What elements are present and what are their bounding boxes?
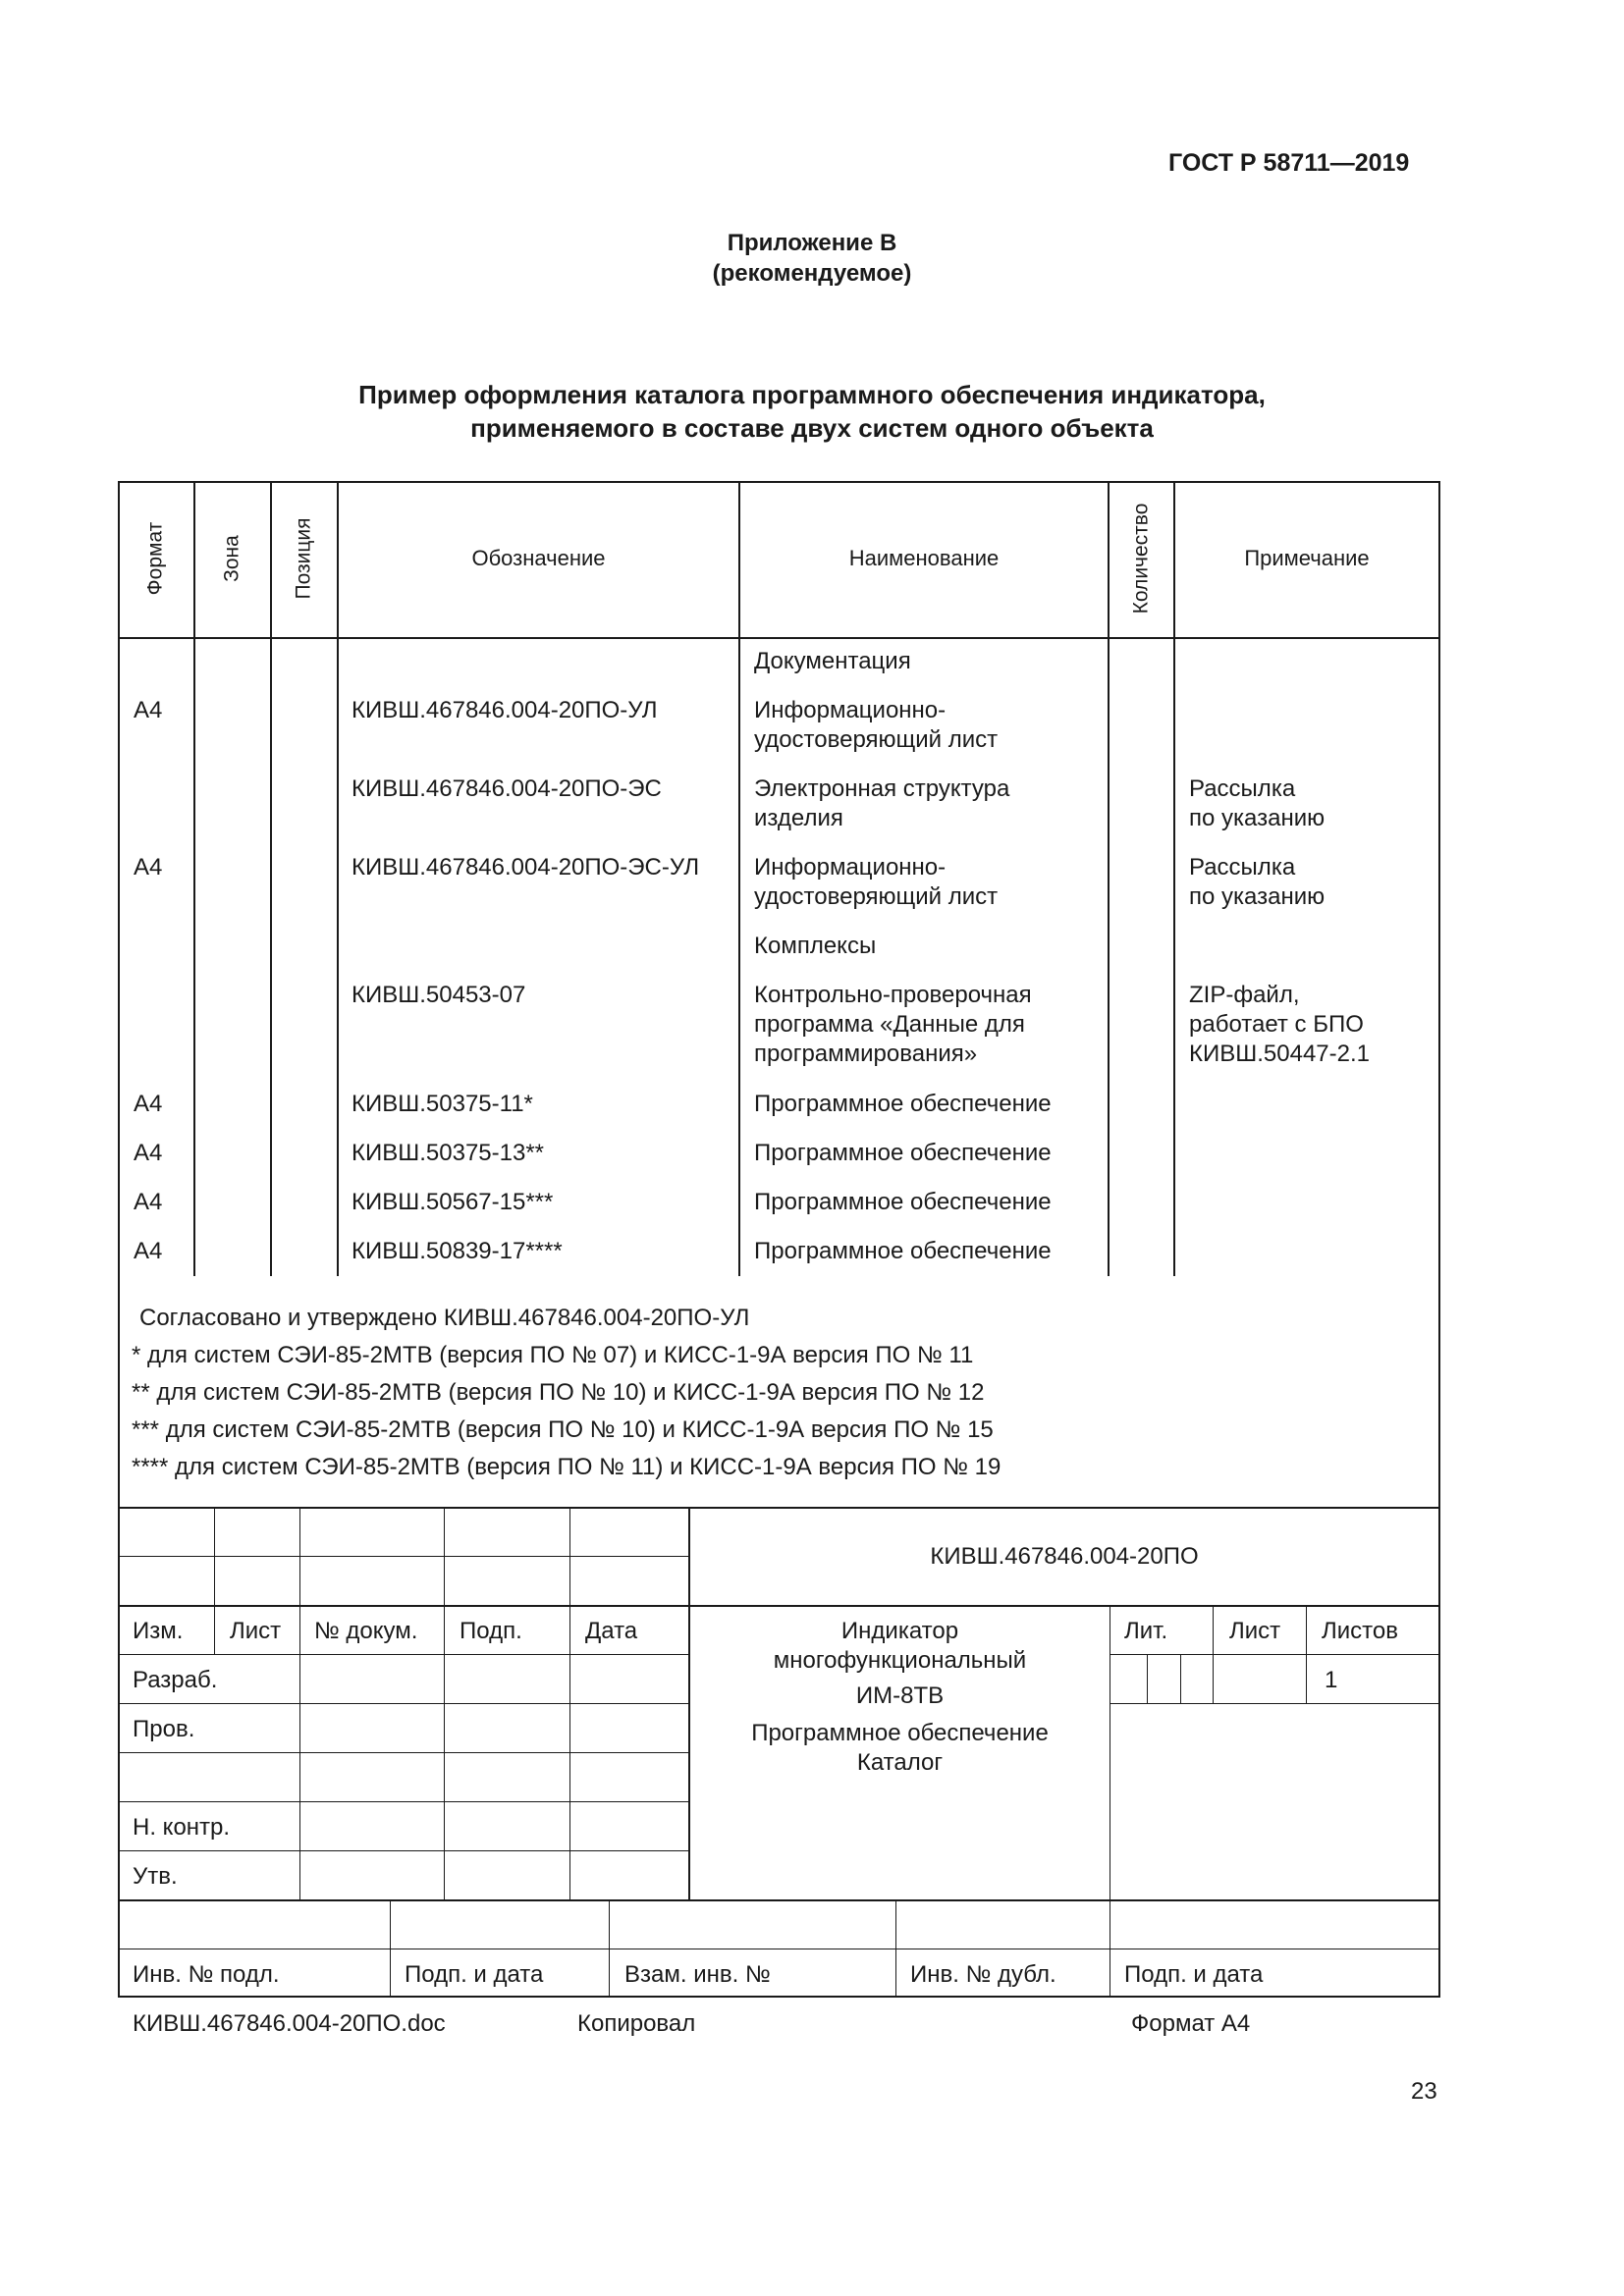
footer-copied: Копировал — [577, 2010, 696, 2037]
row-format: А4 — [134, 1091, 163, 1117]
row-name: Программное обеспечение — [754, 1091, 1052, 1117]
row-designation: КИВШ.50453-07 — [352, 982, 526, 1008]
sheet-label: Лист — [1229, 1618, 1281, 1644]
row-designation: КИВШ.50375-13** — [352, 1140, 545, 1166]
inv-podl: Инв. № подл. — [133, 1961, 280, 1988]
row-designation: КИВШ.467846.004-20ПО-УЛ — [352, 697, 658, 723]
row-note: ZIP-файл, — [1189, 982, 1300, 1008]
standard-number: ГОСТ Р 58711—2019 — [1168, 149, 1410, 177]
product-line-5: Каталог — [856, 1749, 944, 1776]
podp-data-2: Подп. и дата — [1124, 1961, 1264, 1988]
sheets-value: 1 — [1325, 1667, 1338, 1693]
note-line: **** для систем СЭИ-85-2МТВ (версия ПО № 11) и КИСС-1-9А версия ПО № 19 — [132, 1454, 1001, 1480]
footer-format: Формат А4 — [1131, 2010, 1251, 2037]
row-designation: КИВШ.467846.004-20ПО-ЭС-УЛ — [352, 854, 700, 881]
row-name: Комплексы — [754, 933, 877, 959]
row-note: по указанию — [1189, 883, 1326, 910]
row-format: А4 — [134, 854, 163, 881]
row-note: по указанию — [1189, 805, 1326, 831]
role-prov: Пров. — [133, 1716, 195, 1742]
row-note: Рассылка — [1189, 775, 1296, 802]
podp-data: Подп. и дата — [405, 1961, 544, 1988]
page-number: 23 — [1411, 2078, 1437, 2105]
role-razrab: Разраб. — [133, 1667, 218, 1693]
sheets-label: Листов — [1322, 1618, 1398, 1644]
col-position-header: Позиция — [292, 517, 315, 600]
col-zone-header: Зона — [220, 535, 244, 582]
lit-label: Лит. — [1124, 1618, 1168, 1644]
product-line-2: многофункциональный — [773, 1647, 1027, 1674]
row-name: Программное обеспечение — [754, 1140, 1052, 1166]
hdr-sign: Подп. — [460, 1618, 522, 1644]
inv-dubl: Инв. № дубл. — [910, 1961, 1056, 1988]
product-line-3: ИМ-8ТВ — [855, 1682, 945, 1709]
doc-code: КИВШ.467846.004-20ПО — [930, 1543, 1199, 1570]
hdr-izm: Изм. — [133, 1618, 184, 1644]
note-line: ** для систем СЭИ-85-2МТВ (версия ПО № 10) и КИСС-1-9А версия ПО № 12 — [132, 1379, 985, 1406]
heading-line-2: применяемого в составе двух систем одного объекта — [470, 413, 1154, 443]
row-name: изделия — [754, 805, 843, 831]
row-name: программирования» — [754, 1041, 978, 1067]
note-line: Согласовано и утверждено КИВШ.467846.004-20ПО-УЛ — [139, 1305, 750, 1331]
row-name: Информационно- — [754, 854, 947, 881]
row-designation: КИВШ.50567-15*** — [352, 1189, 554, 1215]
product-line-1: Индикатор — [840, 1618, 959, 1644]
row-name: удостоверяющий лист — [754, 726, 999, 753]
col-quantity-header: Количество — [1129, 503, 1153, 614]
footer-file: КИВШ.467846.004-20ПО.doc — [133, 2010, 446, 2037]
row-note: КИВШ.50447-2.1 — [1189, 1041, 1370, 1067]
col-name-header: Наименование — [848, 546, 1000, 570]
hdr-doc-no: № докум. — [314, 1618, 418, 1644]
appendix-subtitle: (рекомендуемое) — [712, 260, 912, 287]
note-line: *** для систем СЭИ-85-2МТВ (версия ПО № 10) и КИСС-1-9А версия ПО № 15 — [132, 1416, 994, 1443]
role-utv: Утв. — [133, 1863, 178, 1890]
row-name: программа «Данные для — [754, 1011, 1025, 1038]
vzam-inv: Взам. инв. № — [624, 1961, 771, 1988]
row-format: А4 — [134, 1238, 163, 1264]
heading-line-1: Пример оформления каталога программного обеспечения индикатора, — [358, 380, 1266, 409]
hdr-date: Дата — [585, 1618, 638, 1644]
col-note-header: Примечание — [1244, 546, 1370, 570]
row-name: Информационно- — [754, 697, 947, 723]
row-name: удостоверяющий лист — [754, 883, 999, 910]
hdr-list: Лист — [230, 1618, 282, 1644]
row-designation: КИВШ.50839-17**** — [352, 1238, 563, 1264]
row-name: Программное обеспечение — [754, 1238, 1052, 1264]
role-n-kontr: Н. контр. — [133, 1814, 231, 1841]
row-designation: КИВШ.467846.004-20ПО-ЭС — [352, 775, 662, 802]
row-format: А4 — [134, 1189, 163, 1215]
row-note: работает с БПО — [1189, 1011, 1364, 1038]
row-format: А4 — [134, 1140, 163, 1166]
appendix-title: Приложение В — [727, 230, 897, 256]
product-line-4: Программное обеспечение — [751, 1720, 1049, 1746]
col-designation-header: Обозначение — [471, 546, 606, 570]
row-format: А4 — [134, 697, 163, 723]
row-designation: КИВШ.50375-11* — [352, 1091, 533, 1117]
col-format-header: Формат — [143, 521, 167, 596]
note-line: * для систем СЭИ-85-2МТВ (версия ПО № 07) и КИСС-1-9А версия ПО № 11 — [132, 1342, 974, 1368]
row-name: Контрольно-проверочная — [754, 982, 1032, 1008]
row-name: Программное обеспечение — [754, 1189, 1052, 1215]
row-name: Документация — [754, 648, 911, 674]
row-name: Электронная структура — [754, 775, 1010, 802]
row-note: Рассылка — [1189, 854, 1296, 881]
